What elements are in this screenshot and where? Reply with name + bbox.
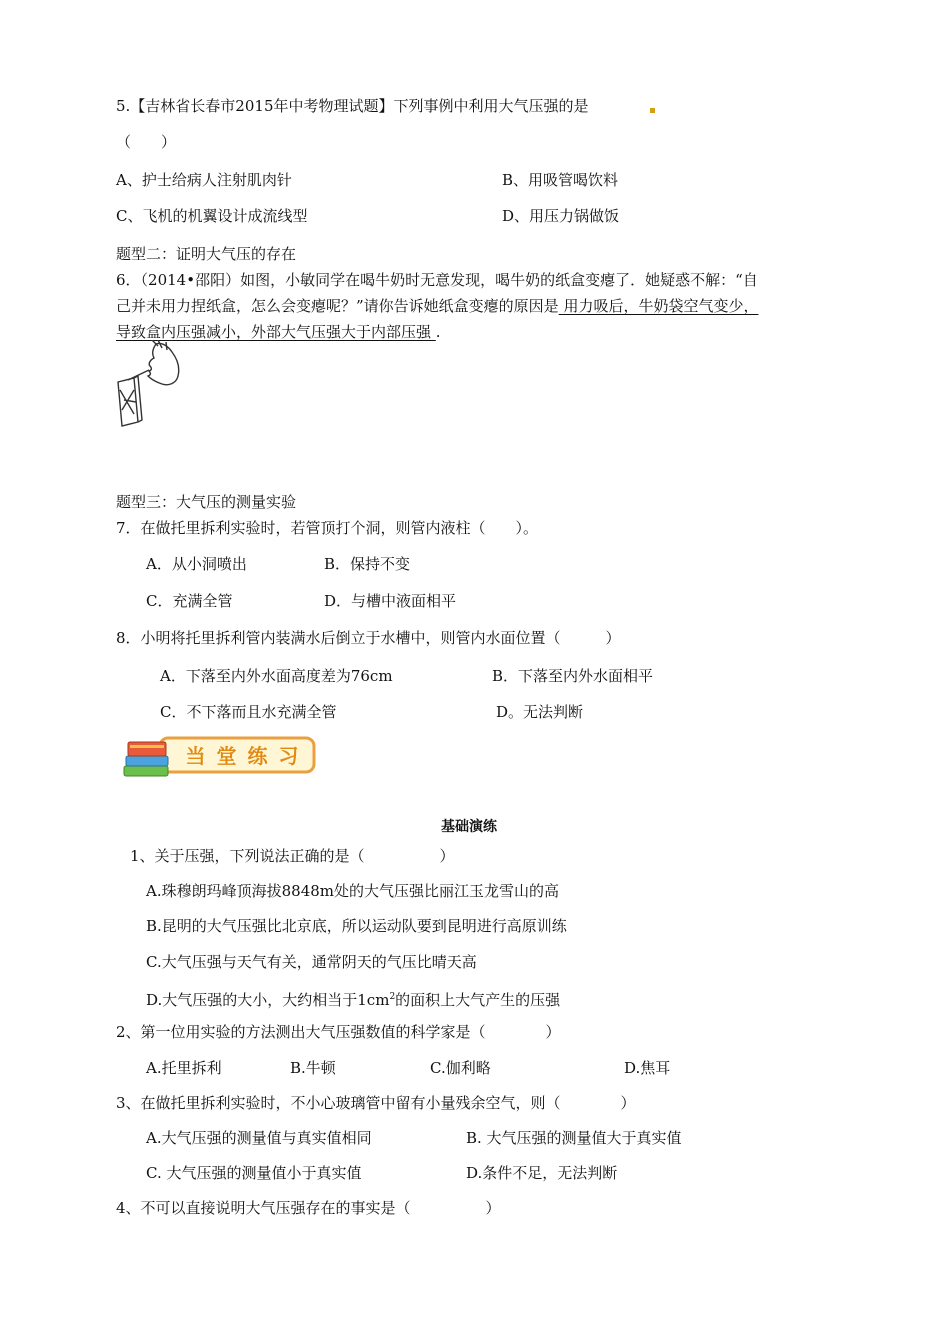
q7-option-a: A．从小洞喷出 xyxy=(146,555,247,573)
q5-stem: 5.【吉林省长春市2015年中考物理试题】下列事例中利用大气压强的是 xyxy=(116,97,589,115)
p2-option-a: A.托里拆利 xyxy=(146,1059,222,1077)
p1-option-a: A.珠穆朗玛峰顶海拔8848m处的大气压强比丽江玉龙雪山的高 xyxy=(146,882,560,900)
q8-option-d: D。无法判断 xyxy=(496,703,584,721)
q7-stem: 7．在做托里拆利实验时，若管顶打个洞，则管内液柱（ ）。 xyxy=(116,519,539,537)
p3-option-c: C. 大气压强的测量值小于真实值 xyxy=(146,1164,362,1182)
p2-option-b: B.牛顿 xyxy=(290,1059,336,1077)
q5-blank: （ ） xyxy=(116,133,177,151)
p3-option-d: D.条件不足，无法判断 xyxy=(466,1164,618,1182)
q8-stem: 8．小明将托里拆利管内装满水后倒立于水槽中，则管内水面位置（ ） xyxy=(116,629,621,647)
q8-option-a: A．下落至内外水面高度差为76cm xyxy=(160,667,393,685)
q6-line2 xyxy=(116,296,758,316)
q6-line2-prefix: 己并未用力捏纸盒，怎么会变瘪呢？”请你告诉她纸盒变瘪的原因是 xyxy=(116,297,559,315)
q5-option-a: A、护士给病人注射肌肉针 xyxy=(116,171,292,189)
p3-option-a: A.大气压强的测量值与真实值相同 xyxy=(146,1129,372,1147)
dot-mark xyxy=(650,108,655,113)
p3-option-b: B. 大气压强的测量值大于真实值 xyxy=(466,1129,682,1147)
p3-stem: 3、在做托里拆利实验时，不小心玻璃管中留有小量残余空气，则（ ） xyxy=(116,1094,636,1112)
q6-line3 xyxy=(116,322,441,342)
type3-title: 题型三：大气压的测量实验 xyxy=(116,493,297,511)
type2-title: 题型二：证明大气压的存在 xyxy=(116,245,297,263)
p2-option-d: D.焦耳 xyxy=(624,1059,671,1077)
p2-stem: 2、第一位用实验的方法测出大气压强数值的科学家是（ ） xyxy=(116,1023,561,1041)
p1-option-d-pre: D.大气压强的大小，大约相当于1cm xyxy=(146,991,390,1009)
q7-option-c: C．充满全管 xyxy=(146,592,233,610)
practice-banner xyxy=(120,732,318,782)
p1-stem: 1、关于压强，下列说法正确的是（ ） xyxy=(130,847,455,865)
q6-period: . xyxy=(435,323,441,341)
q6-line1: 6．（2014•邵阳）如图，小敏同学在喝牛奶时无意发现，喝牛奶的纸盒变瘪了．她疑惑不解：“自 xyxy=(116,271,758,289)
section-title: 基础演练 xyxy=(441,819,497,835)
p4-stem: 4、不可以直接说明大气压强存在的事实是（ ） xyxy=(116,1199,501,1217)
q7-option-b: B．保持不变 xyxy=(324,555,411,573)
q5-option-b: B、用吸管喝饮料 xyxy=(502,171,619,189)
q5-option-d: D、用压力锅做饭 xyxy=(502,207,620,225)
milk-box-drinker-figure xyxy=(112,340,184,430)
q8-option-b: B．下落至内外水面相平 xyxy=(492,667,654,685)
p1-option-d-post: 的面积上大气产生的压强 xyxy=(395,991,561,1009)
p1-option-c: C.大气压强与天气有关，通常阴天的气压比晴天高 xyxy=(146,953,477,971)
q6-answer-part2: 导致盒内压强减小，外部大气压强大于内部压强 xyxy=(116,323,436,341)
p1-option-b: B.昆明的大气压强比北京底，所以运动队要到昆明进行高原训练 xyxy=(146,917,567,935)
q6-answer-part1: 用力吸后，牛奶袋空气变少， xyxy=(558,297,759,315)
p2-option-c: C.伽利略 xyxy=(430,1059,491,1077)
q8-option-c: C．不下落而且水充满全管 xyxy=(160,703,337,721)
q7-option-d: D．与槽中液面相平 xyxy=(324,592,457,610)
p1-option-d xyxy=(146,987,560,1010)
banner-text: 当 堂 练 习 xyxy=(185,744,301,768)
p1-option-d-sup: 2 xyxy=(389,992,396,1002)
q5-option-c: C、飞机的机翼设计成流线型 xyxy=(116,207,308,225)
